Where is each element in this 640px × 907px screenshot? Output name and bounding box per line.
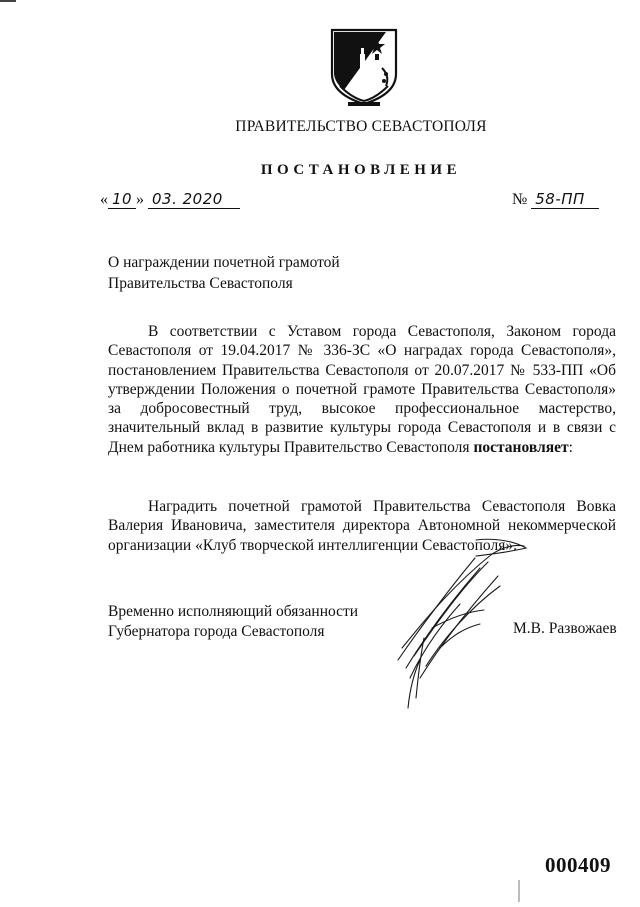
document-type-title: ПОСТАНОВЛЕНИЕ <box>260 162 462 178</box>
signatory-title-line-1: Временно исполняющий обязанности <box>108 603 359 620</box>
paragraph-1-end: : <box>568 438 573 456</box>
date-close-quote: » <box>136 191 144 208</box>
coat-of-arms-icon <box>326 24 402 108</box>
document-date <box>100 190 240 209</box>
paragraph-1-decision-word: постановляет <box>473 438 569 456</box>
body-paragraph-1 <box>108 322 616 457</box>
date-month-year: 03. 2020 <box>148 190 240 209</box>
number-value: 58-ПП <box>531 190 599 209</box>
signatory-title <box>108 602 358 641</box>
paragraph-1-text: В соответствии с Уставом города Севастополя, Законом города Севастополя от 19.04.2017 № 336-ЗС «О наградах города Севастополя», постановлением Правительства Севастополя от 20.07.2017 № 533-ПП «Об утверждении Положения о почетной грамоте Правительства Севастополя» за добросовестный труд, высокое профессиональное мастерство, значительный вклад в развитие культуры города Севастополя и в связи с Днем работника культуры Правительство Севастополя <box>108 323 616 456</box>
subject-line-2: Правительства Севастополя <box>108 275 293 292</box>
government-title: ПРАВИТЕЛЬСТВО СЕВАСТОПОЛЯ <box>235 118 487 135</box>
handwritten-signature <box>380 528 530 718</box>
subject-line-1: О награждении почетной грамотой <box>108 254 340 271</box>
document-subject <box>108 252 340 294</box>
signatory-name: М.В. Развожаев <box>513 620 617 637</box>
edge-artifact <box>518 880 520 902</box>
body-paragraph-2: Наградить почетной грамотой Правительства Севастополя Вовка Валерия Ивановича, заместителя директора Автономной некоммерческой организации «Клуб творческой интеллигенции Севастополя». <box>108 498 616 554</box>
date-open-quote: « <box>100 191 108 208</box>
document-number <box>512 190 599 209</box>
number-label: № <box>512 191 528 208</box>
serial-number: 000409 <box>545 853 611 877</box>
signatory-title-line-2: Губернатора города Севастополя <box>108 622 325 640</box>
date-day: 10 <box>108 190 136 209</box>
scan-artifact <box>0 0 16 2</box>
